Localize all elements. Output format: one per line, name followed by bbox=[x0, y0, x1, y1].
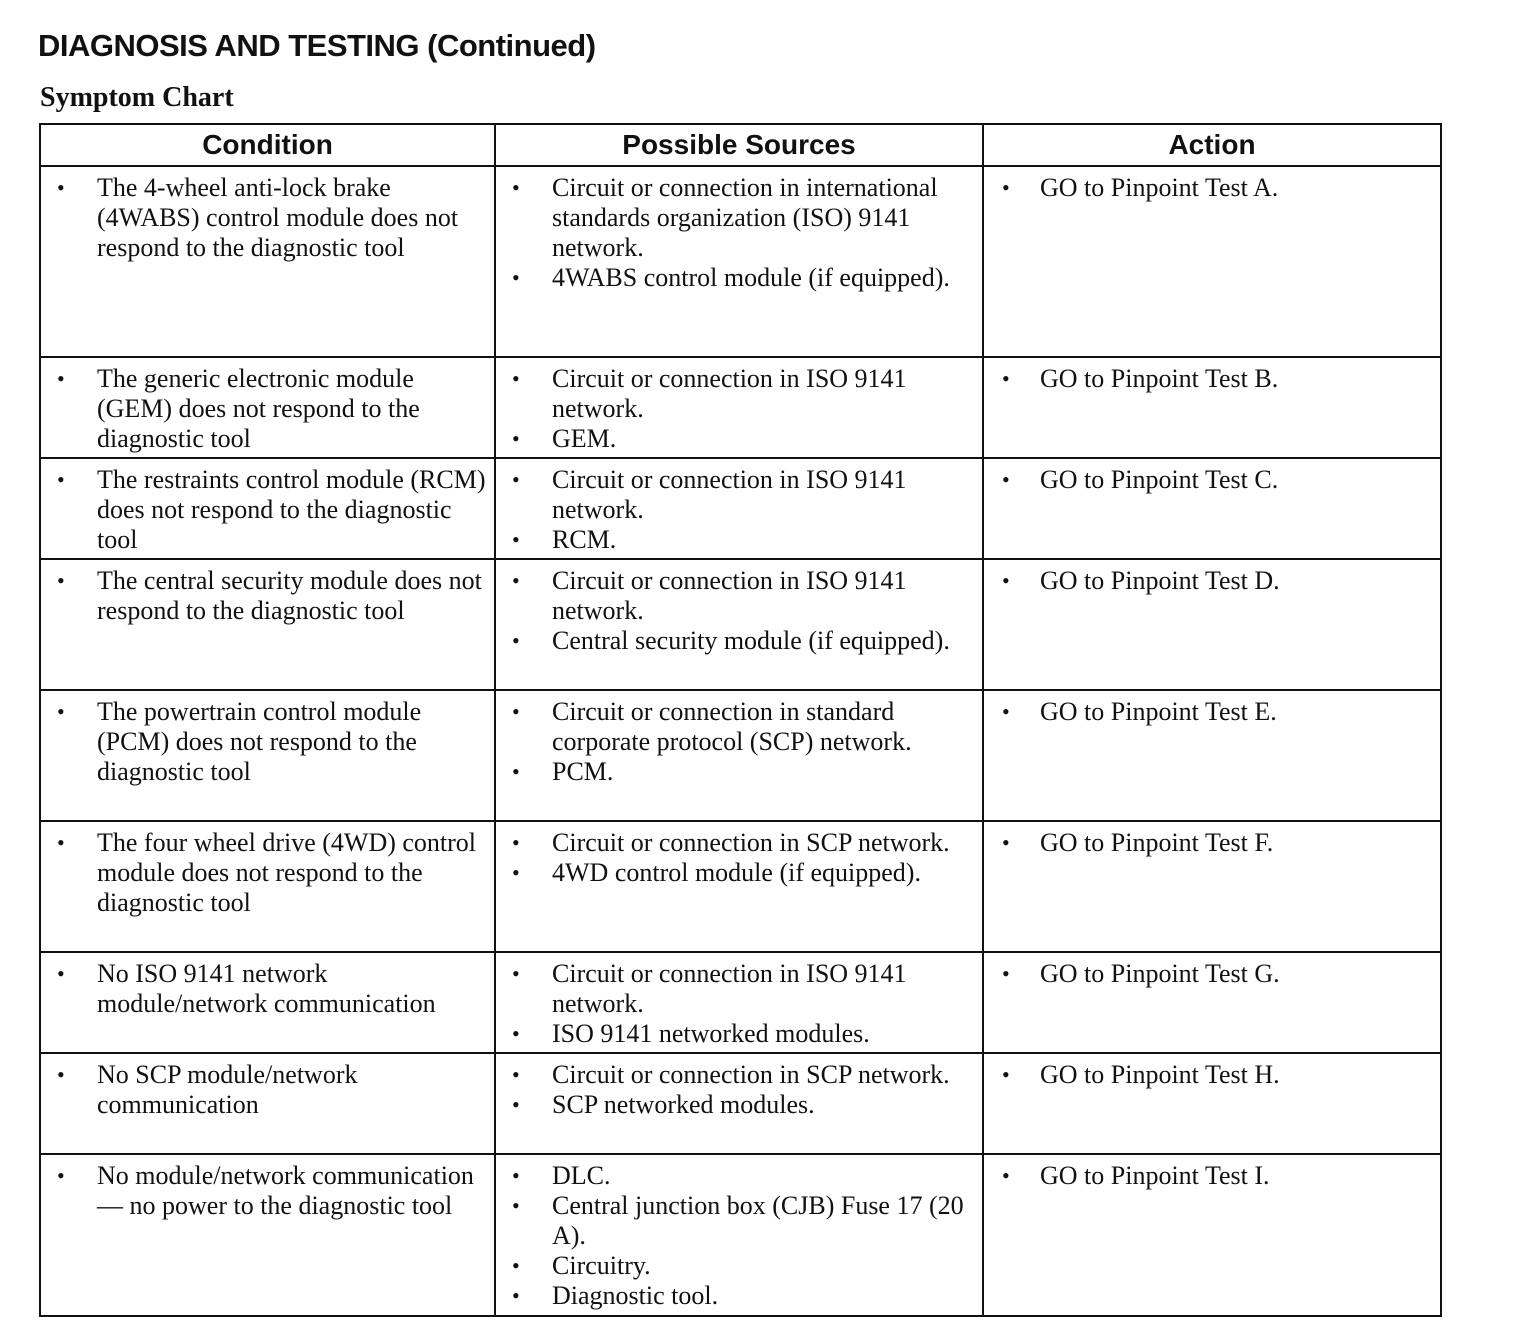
sources-cell bbox=[495, 1053, 983, 1154]
condition-cell bbox=[40, 952, 495, 1053]
table-row bbox=[40, 821, 1441, 952]
header-condition: Condition bbox=[40, 124, 495, 166]
condition-item: • The 4-wheel anti-lock brake (4WABS) control module does not respond to the diagnostic tool bbox=[49, 173, 486, 263]
sources-cell bbox=[495, 821, 983, 952]
action-item: • GO to Pinpoint Test G. bbox=[992, 959, 1432, 989]
action-cell bbox=[983, 1053, 1441, 1154]
header-action: Action bbox=[983, 124, 1441, 166]
source-item: • SCP networked modules. bbox=[504, 1090, 974, 1120]
header-possible-sources: Possible Sources bbox=[495, 124, 983, 166]
condition-cell bbox=[40, 821, 495, 952]
sources-cell bbox=[495, 690, 983, 821]
source-item: • Central junction box (CJB) Fuse 17 (20 A). bbox=[504, 1191, 974, 1251]
source-item: • Circuit or connection in SCP network. bbox=[504, 828, 974, 858]
source-item: • Diagnostic tool. bbox=[504, 1281, 974, 1311]
source-item: • Circuit or connection in ISO 9141 network. bbox=[504, 465, 974, 525]
condition-item: • No ISO 9141 network module/network communication bbox=[49, 959, 486, 1019]
condition-item: • The generic electronic module (GEM) does not respond to the diagnostic tool bbox=[49, 364, 486, 454]
table-row bbox=[40, 357, 1441, 458]
table-row bbox=[40, 458, 1441, 559]
source-item: • Central security module (if equipped). bbox=[504, 626, 974, 656]
source-item: • 4WD control module (if equipped). bbox=[504, 858, 974, 888]
source-item: • Circuit or connection in SCP network. bbox=[504, 1060, 974, 1090]
condition-cell bbox=[40, 1053, 495, 1154]
sources-cell bbox=[495, 166, 983, 357]
sources-cell bbox=[495, 357, 983, 458]
condition-item: • The restraints control module (RCM) does not respond to the diagnostic tool bbox=[49, 465, 486, 555]
table-row bbox=[40, 166, 1441, 357]
source-item: • ISO 9141 networked modules. bbox=[504, 1019, 974, 1049]
source-item: • PCM. bbox=[504, 757, 974, 787]
source-item: • RCM. bbox=[504, 525, 974, 555]
sources-cell bbox=[495, 559, 983, 690]
table-row bbox=[40, 559, 1441, 690]
source-item: • Circuit or connection in standard corporate protocol (SCP) network. bbox=[504, 697, 974, 757]
table-row bbox=[40, 1053, 1441, 1154]
action-item: • GO to Pinpoint Test C. bbox=[992, 465, 1432, 495]
action-cell bbox=[983, 559, 1441, 690]
sources-cell bbox=[495, 1154, 983, 1316]
action-cell bbox=[983, 952, 1441, 1053]
source-item: • Circuit or connection in ISO 9141 network. bbox=[504, 566, 974, 626]
sources-cell bbox=[495, 458, 983, 559]
action-item: • GO to Pinpoint Test F. bbox=[992, 828, 1432, 858]
action-item: • GO to Pinpoint Test H. bbox=[992, 1060, 1432, 1090]
action-cell bbox=[983, 821, 1441, 952]
condition-cell bbox=[40, 1154, 495, 1316]
action-cell bbox=[983, 357, 1441, 458]
source-item: • Circuit or connection in international standards organization (ISO) 9141 network. bbox=[504, 173, 974, 263]
section-subheading: Symptom Chart bbox=[40, 82, 234, 113]
action-cell bbox=[983, 1154, 1441, 1316]
condition-item: • The powertrain control module (PCM) does not respond to the diagnostic tool bbox=[49, 697, 486, 787]
condition-item: • The four wheel drive (4WD) control module does not respond to the diagnostic tool bbox=[49, 828, 486, 918]
table-header-row bbox=[40, 124, 1441, 166]
action-cell bbox=[983, 166, 1441, 357]
condition-cell bbox=[40, 357, 495, 458]
action-cell bbox=[983, 458, 1441, 559]
action-item: • GO to Pinpoint Test I. bbox=[992, 1161, 1432, 1191]
condition-item: • No SCP module/network communication bbox=[49, 1060, 486, 1120]
condition-cell bbox=[40, 458, 495, 559]
action-item: • GO to Pinpoint Test B. bbox=[992, 364, 1432, 394]
symptom-chart-table bbox=[39, 123, 1442, 1317]
action-item: • GO to Pinpoint Test E. bbox=[992, 697, 1432, 727]
table-row bbox=[40, 1154, 1441, 1316]
table-row bbox=[40, 690, 1441, 821]
condition-item: • The central security module does not respond to the diagnostic tool bbox=[49, 566, 486, 626]
condition-cell bbox=[40, 690, 495, 821]
action-cell bbox=[983, 690, 1441, 821]
condition-cell bbox=[40, 559, 495, 690]
page-heading: DIAGNOSIS AND TESTING (Continued) bbox=[38, 28, 596, 63]
condition-item: • No module/network communication — no power to the diagnostic tool bbox=[49, 1161, 486, 1221]
source-item: • Circuit or connection in ISO 9141 network. bbox=[504, 959, 974, 1019]
action-item: • GO to Pinpoint Test D. bbox=[992, 566, 1432, 596]
sources-cell bbox=[495, 952, 983, 1053]
source-item: • Circuit or connection in ISO 9141 network. bbox=[504, 364, 974, 424]
source-item: • Circuitry. bbox=[504, 1251, 974, 1281]
source-item: • GEM. bbox=[504, 424, 974, 454]
source-item: • 4WABS control module (if equipped). bbox=[504, 263, 974, 293]
action-item: • GO to Pinpoint Test A. bbox=[992, 173, 1432, 203]
source-item: • DLC. bbox=[504, 1161, 974, 1191]
table-row bbox=[40, 952, 1441, 1053]
condition-cell bbox=[40, 166, 495, 357]
